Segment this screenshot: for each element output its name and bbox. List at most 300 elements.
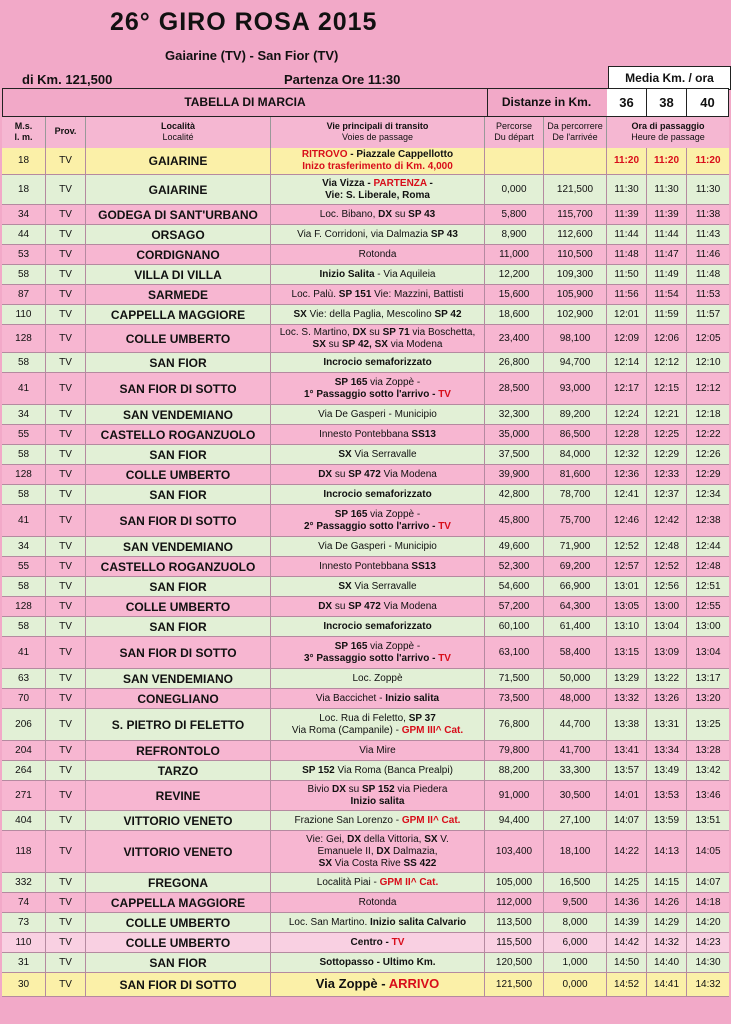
province-cell: TV (46, 577, 86, 596)
time-cell-40: 14:20 (695, 916, 721, 928)
km-done-cell: 79,800 (485, 741, 544, 760)
distanze-title: Distanze in Km. (486, 89, 608, 117)
table-row (2, 669, 729, 689)
province-cell: TV (46, 465, 86, 484)
via-line (322, 178, 433, 190)
via-segment: SP 43 (408, 208, 436, 220)
via-segment: SP 152 (302, 764, 335, 776)
via-segment: Via F. Corridoni, via Dalmazia (297, 228, 431, 240)
table-row (2, 557, 729, 577)
time-cell-38: 12:56 (647, 577, 687, 596)
altitude-cell: 31 (2, 953, 46, 972)
via-segment: Incrocio semaforizzato (323, 488, 432, 500)
province-cell: TV (46, 485, 86, 504)
via-segment: - Via Aquileia (374, 268, 436, 280)
km-left-cell: 1,000 (544, 953, 607, 972)
time-cell-36: 12:57 (607, 557, 647, 576)
time-cell-36: 12:46 (607, 505, 647, 536)
table-row (2, 445, 729, 465)
media-label: Media Km. / ora (608, 66, 731, 90)
via-segment: DX (347, 833, 361, 845)
table-row (2, 761, 729, 781)
time-cell-38: 14:29 (647, 913, 687, 932)
km-left-cell: 18,100 (544, 831, 607, 872)
km-done-cell: 15,600 (485, 285, 544, 304)
locality-cell: FREGONA (86, 873, 271, 892)
km-done-cell: 91,000 (485, 781, 544, 810)
altitude-cell: 58 (2, 485, 46, 504)
locality-cell: ORSAGO (86, 225, 271, 244)
time-cell-36: 13:41 (607, 741, 647, 760)
time-cell-36: 12:32 (607, 445, 647, 464)
time-cell-40: 12:44 (695, 540, 721, 552)
locality-cell: REVINE (86, 781, 271, 810)
time-cell-38: 12:21 (647, 405, 687, 424)
table-row (2, 537, 729, 557)
time-cell-40: 12:10 (695, 356, 721, 368)
time-cell-38: 13:34 (647, 741, 687, 760)
via-segment: SP 472 (348, 468, 381, 480)
via-line (359, 897, 397, 909)
via-segment: Via De Gasperi - Municipio (318, 408, 437, 420)
km-left-cell: 6,000 (544, 933, 607, 952)
via-line (323, 357, 431, 369)
via-segment: TV (438, 520, 451, 532)
locality-cell: CAPPELLA MAGGIORE (86, 893, 271, 912)
via-segment: GPM II^ Cat. (401, 814, 461, 826)
locality-cell: SAN FIOR DI SOTTO (86, 637, 271, 668)
via-segment: SP 37 (408, 712, 436, 724)
via-segment: Via Roma (Campanile) - (291, 724, 402, 736)
province-cell: TV (46, 405, 86, 424)
time-cell-36: 14:01 (607, 781, 647, 810)
time-cell-38: 11:54 (647, 285, 687, 304)
locality-cell: SAN FIOR (86, 577, 271, 596)
province-cell: TV (46, 933, 86, 952)
via-segment: Rotonda (358, 896, 397, 908)
time-cell-40: 13:20 (695, 692, 721, 704)
time-cell-36: 13:29 (607, 669, 647, 688)
km-done-cell: 0,000 (485, 175, 544, 204)
via-segment: Loc. Rua di Feletto, (319, 712, 409, 724)
via-segment: PARTENZA (373, 177, 427, 189)
time-cell-36: 12:09 (607, 325, 647, 352)
via-segment: Via Roma (Banca Prealpi) (334, 764, 453, 776)
altitude-cell: 87 (2, 285, 46, 304)
via-segment: Via Zoppè - (315, 975, 389, 991)
via-segment: Via De Gasperi - Municipio (318, 540, 437, 552)
province-cell: TV (46, 305, 86, 324)
time-cell-36: 13:57 (607, 761, 647, 780)
time-cell-40: 11:53 (695, 288, 721, 300)
time-cell-40: 14:05 (695, 845, 721, 857)
time-cell-40: 13:46 (695, 789, 721, 801)
km-left-cell: 112,600 (544, 225, 607, 244)
time-cell-36: 14:07 (607, 811, 647, 830)
altitude-cell: 58 (2, 353, 46, 372)
km-left-cell: 98,100 (544, 325, 607, 352)
locality-cell: SAN FIOR (86, 445, 271, 464)
speed-38: 38 (647, 89, 687, 117)
km-done-cell: 49,600 (485, 537, 544, 556)
altitude-cell: 53 (2, 245, 46, 264)
via-line (297, 229, 458, 241)
via-cell (271, 761, 485, 780)
via-line (302, 161, 453, 173)
km-left-cell: 30,500 (544, 781, 607, 810)
via-segment: SX (338, 448, 352, 460)
table-row (2, 689, 729, 709)
table-row (2, 245, 729, 265)
km-done-cell: 94,400 (485, 811, 544, 830)
via-cell (271, 933, 485, 952)
table-row (2, 709, 729, 741)
via-segment: SS 422 (403, 857, 437, 869)
via-line (351, 937, 405, 949)
via-segment: Centro - (350, 936, 392, 948)
via-segment: SP 472 (348, 600, 381, 612)
time-cell-40: 11:30 (695, 183, 721, 195)
km-left-cell: 84,000 (544, 445, 607, 464)
altitude-cell: 55 (2, 425, 46, 444)
time-cell-36: 14:50 (607, 953, 647, 972)
province-cell: TV (46, 285, 86, 304)
via-segment: DX (331, 783, 346, 795)
km-left-cell: 115,700 (544, 205, 607, 224)
province-cell: TV (46, 781, 86, 810)
province-cell: TV (46, 953, 86, 972)
km-left-cell: 58,400 (544, 637, 607, 668)
time-cell-36: 11:50 (607, 265, 647, 284)
km-left-cell: 16,500 (544, 873, 607, 892)
time-cell-40: 12:05 (695, 332, 721, 344)
via-segment: Via Serravalle (351, 580, 417, 592)
via-line (352, 673, 402, 685)
km-done-cell: 18,600 (485, 305, 544, 324)
km-done-cell: 103,400 (485, 831, 544, 872)
column-headers (2, 116, 729, 150)
locality-cell: SAN FIOR (86, 617, 271, 636)
time-cell-36: 11:39 (607, 205, 647, 224)
via-line (292, 725, 463, 737)
locality-cell: TARZO (86, 761, 271, 780)
via-segment: Inizio salita Calvario (370, 916, 467, 928)
locality-cell: VITTORIO VENETO (86, 831, 271, 872)
via-line (304, 653, 451, 665)
via-segment: Frazione San Lorenzo - (294, 814, 402, 826)
col-dap: Da percorrere De l'arrivée (544, 117, 607, 149)
km-done-cell: 8,900 (485, 225, 544, 244)
col-ora: Ora di passaggio Heure de passage (631, 121, 705, 142)
via-segment: Vie: della Paglia, Mescolino (306, 308, 435, 320)
table-row (2, 933, 729, 953)
km-done-cell: 115,500 (485, 933, 544, 952)
time-cell-38: 14:13 (647, 831, 687, 872)
time-cell-36: 14:42 (607, 933, 647, 952)
page-title: 26° GIRO ROSA 2015 (110, 8, 378, 36)
altitude-cell: 18 (2, 148, 46, 174)
altitude-cell: 34 (2, 205, 46, 224)
via-segment: Vie: S. Liberale, Roma (325, 189, 430, 201)
via-cell (271, 265, 485, 284)
time-cell-40: 14:30 (695, 956, 721, 968)
km-done-cell: 57,200 (485, 597, 544, 616)
via-segment: SX (424, 833, 438, 845)
via-line (338, 581, 416, 593)
col-perc: Percorse Du départ (485, 117, 544, 149)
altitude-cell: 128 (2, 325, 46, 352)
km-done-cell: 73,500 (485, 689, 544, 708)
time-cell-38: 11:49 (647, 265, 687, 284)
km-left-cell: 81,600 (544, 465, 607, 484)
via-segment: Rotonda (358, 248, 397, 260)
province-cell: TV (46, 761, 86, 780)
via-line (338, 449, 416, 461)
via-line (308, 784, 448, 796)
via-segment: Inizio Salita (319, 268, 375, 280)
via-cell (271, 913, 485, 932)
altitude-cell: 74 (2, 893, 46, 912)
via-line (316, 693, 439, 705)
via-segment: 3° Passaggio sotto l'arrivo - (304, 652, 439, 664)
time-cell-38: 11:47 (647, 245, 687, 264)
via-cell (271, 425, 485, 444)
locality-cell: COLLE UMBERTO (86, 597, 271, 616)
via-cell (271, 973, 485, 996)
km-left-cell: 75,700 (544, 505, 607, 536)
time-cell-40: 12:34 (695, 488, 721, 500)
time-cell-36: 14:22 (607, 831, 647, 872)
km-done-cell: 60,100 (485, 617, 544, 636)
speed-36: 36 (607, 89, 647, 117)
table-row (2, 353, 729, 373)
via-line (308, 796, 448, 808)
altitude-cell: 70 (2, 689, 46, 708)
time-cell-40: 11:20 (695, 155, 721, 166)
route-table (2, 148, 729, 997)
altitude-cell: 41 (2, 637, 46, 668)
via-segment: SP 71 (382, 326, 410, 338)
table-row (2, 781, 729, 811)
table-row (2, 505, 729, 537)
km-done-cell: 39,900 (485, 465, 544, 484)
time-cell-36: 11:30 (607, 175, 647, 204)
altitude-cell: 128 (2, 465, 46, 484)
table-row (2, 305, 729, 325)
time-cell-40: 13:42 (695, 764, 721, 776)
via-segment: - (426, 177, 433, 189)
province-cell: TV (46, 265, 86, 284)
via-segment: Loc. Palù. (291, 288, 339, 300)
via-segment: Emanuele II, (317, 845, 377, 857)
time-cell-40: 12:18 (695, 408, 721, 420)
km-left-cell: 89,200 (544, 405, 607, 424)
locality-cell: COLLE UMBERTO (86, 933, 271, 952)
via-segment: Innesto Pontebbana (319, 560, 412, 572)
via-cell (271, 405, 485, 424)
via-segment: RITROVO (301, 149, 348, 160)
time-cell-40: 13:28 (695, 744, 721, 756)
time-cell-38: 14:32 (647, 933, 687, 952)
locality-cell: CAPPELLA MAGGIORE (86, 305, 271, 324)
time-cell-40: 12:38 (695, 514, 721, 526)
via-segment: Località Piai - (316, 876, 380, 888)
time-cell-36: 12:01 (607, 305, 647, 324)
km-done-cell: 5,800 (485, 205, 544, 224)
via-segment: DX (376, 845, 391, 857)
time-cell-36: 13:10 (607, 617, 647, 636)
via-segment: Vie: Mazzini, Battisti (371, 288, 464, 300)
table-row (2, 953, 729, 973)
altitude-cell: 55 (2, 557, 46, 576)
km-done-cell: 63,100 (485, 637, 544, 668)
time-cell-40: 12:29 (695, 468, 721, 480)
via-segment: - Piazzale Cappellotto (347, 149, 454, 160)
via-line (280, 327, 476, 339)
locality-cell: SAN FIOR (86, 953, 271, 972)
time-cell-40: 13:17 (695, 672, 721, 684)
time-cell-38: 14:26 (647, 893, 687, 912)
locality-cell: COLLE UMBERTO (86, 913, 271, 932)
time-cell-40: 11:57 (695, 308, 721, 320)
via-cell (271, 465, 485, 484)
time-cell-36: 12:36 (607, 465, 647, 484)
via-line (292, 289, 464, 301)
province-cell: TV (46, 893, 86, 912)
time-cell-40: 13:00 (695, 620, 721, 632)
time-cell-38: 12:52 (647, 557, 687, 576)
altitude-cell: 118 (2, 831, 46, 872)
locality-cell: SAN FIOR DI SOTTO (86, 973, 271, 996)
time-cell-40: 12:12 (695, 382, 721, 394)
via-segment: Via Vizza - (322, 177, 374, 189)
via-cell (271, 637, 485, 668)
time-cell-38: 12:12 (647, 353, 687, 372)
via-segment: via Piedera (394, 783, 448, 795)
time-cell-40: 14:07 (695, 876, 721, 888)
time-cell-40: 13:51 (695, 814, 721, 826)
km-done-cell: 52,300 (485, 557, 544, 576)
time-cell-40: 14:23 (695, 936, 721, 948)
table-row (2, 973, 729, 997)
km-done-cell: 32,300 (485, 405, 544, 424)
km-left-cell: 93,000 (544, 373, 607, 404)
time-cell-40: 13:04 (695, 646, 721, 658)
via-line (320, 209, 435, 221)
time-cell-36: 14:36 (607, 893, 647, 912)
time-cell-38: 13:22 (647, 669, 687, 688)
via-line (304, 521, 451, 533)
locality-cell: COLLE UMBERTO (86, 465, 271, 484)
km-done-cell: 71,500 (485, 669, 544, 688)
time-cell-36: 11:44 (607, 225, 647, 244)
table-row (2, 425, 729, 445)
via-segment: Inizio salita (350, 795, 405, 807)
tabella-title: TABELLA DI MARCIA (2, 89, 488, 117)
time-cell-38: 11:20 (647, 148, 687, 174)
via-segment: Loc. S. Martino, (279, 326, 353, 338)
altitude-cell: 110 (2, 305, 46, 324)
locality-cell: GAIARINE (86, 148, 271, 174)
province-cell: TV (46, 148, 86, 174)
time-cell-36: 14:52 (607, 973, 647, 996)
time-cell-38: 13:53 (647, 781, 687, 810)
altitude-cell: 63 (2, 669, 46, 688)
province-cell: TV (46, 225, 86, 244)
time-cell-38: 11:30 (647, 175, 687, 204)
km-left-cell: 27,100 (544, 811, 607, 830)
altitude-cell: 44 (2, 225, 46, 244)
via-cell (271, 373, 485, 404)
province-cell: TV (46, 205, 86, 224)
time-cell-40: 14:32 (695, 978, 721, 990)
via-segment: SP 165 (334, 508, 368, 520)
table-row (2, 811, 729, 831)
km-left-cell: 102,900 (544, 305, 607, 324)
km-left-cell: 8,000 (544, 913, 607, 932)
province-cell: TV (46, 637, 86, 668)
altitude-cell: 34 (2, 405, 46, 424)
time-cell-38: 13:26 (647, 689, 687, 708)
via-line (295, 815, 461, 827)
km-done-cell: 28,500 (485, 373, 544, 404)
province-cell: TV (46, 373, 86, 404)
altitude-cell: 110 (2, 933, 46, 952)
via-segment: Loc. Zoppè (352, 672, 403, 684)
time-cell-36: 13:38 (607, 709, 647, 740)
locality-cell: REFRONTOLO (86, 741, 271, 760)
col-ms: M.s. l. m. (2, 117, 46, 149)
km-done-cell: 11,000 (485, 245, 544, 264)
via-segment: via Boschetta, (409, 326, 476, 338)
province-cell: TV (46, 325, 86, 352)
time-cell-38: 11:39 (647, 205, 687, 224)
altitude-cell: 41 (2, 505, 46, 536)
via-segment: DX (352, 326, 367, 338)
via-segment: via Zoppè - (367, 640, 421, 652)
km-left-cell: 9,500 (544, 893, 607, 912)
via-segment: Innesto Pontebbana (319, 428, 412, 440)
table-row (2, 405, 729, 425)
km-done-cell: 23,400 (485, 325, 544, 352)
time-cell-38: 13:31 (647, 709, 687, 740)
via-line (306, 858, 449, 870)
table-row (2, 485, 729, 505)
time-cell-38: 13:04 (647, 617, 687, 636)
locality-cell: SAN VENDEMIANO (86, 405, 271, 424)
altitude-cell: 58 (2, 265, 46, 284)
province-cell: TV (46, 973, 86, 996)
via-segment: su (392, 208, 409, 220)
locality-cell: SARMEDE (86, 285, 271, 304)
via-cell (271, 148, 485, 174)
via-segment: via Zoppè - (367, 508, 421, 520)
via-segment: SP 151 (338, 288, 372, 300)
time-cell-36: 12:41 (607, 485, 647, 504)
time-cell-38: 12:06 (647, 325, 687, 352)
locality-cell: CASTELLO ROGANZUOLO (86, 557, 271, 576)
km-done-cell: 76,800 (485, 709, 544, 740)
via-segment: DX (378, 208, 393, 220)
table-row (2, 831, 729, 873)
altitude-cell: 41 (2, 373, 46, 404)
locality-cell: SAN FIOR DI SOTTO (86, 505, 271, 536)
km-left-cell: 64,300 (544, 597, 607, 616)
via-cell (271, 781, 485, 810)
via-segment: della Vittoria, (361, 833, 425, 845)
table-row (2, 225, 729, 245)
via-segment: via Zoppè - (367, 376, 421, 388)
